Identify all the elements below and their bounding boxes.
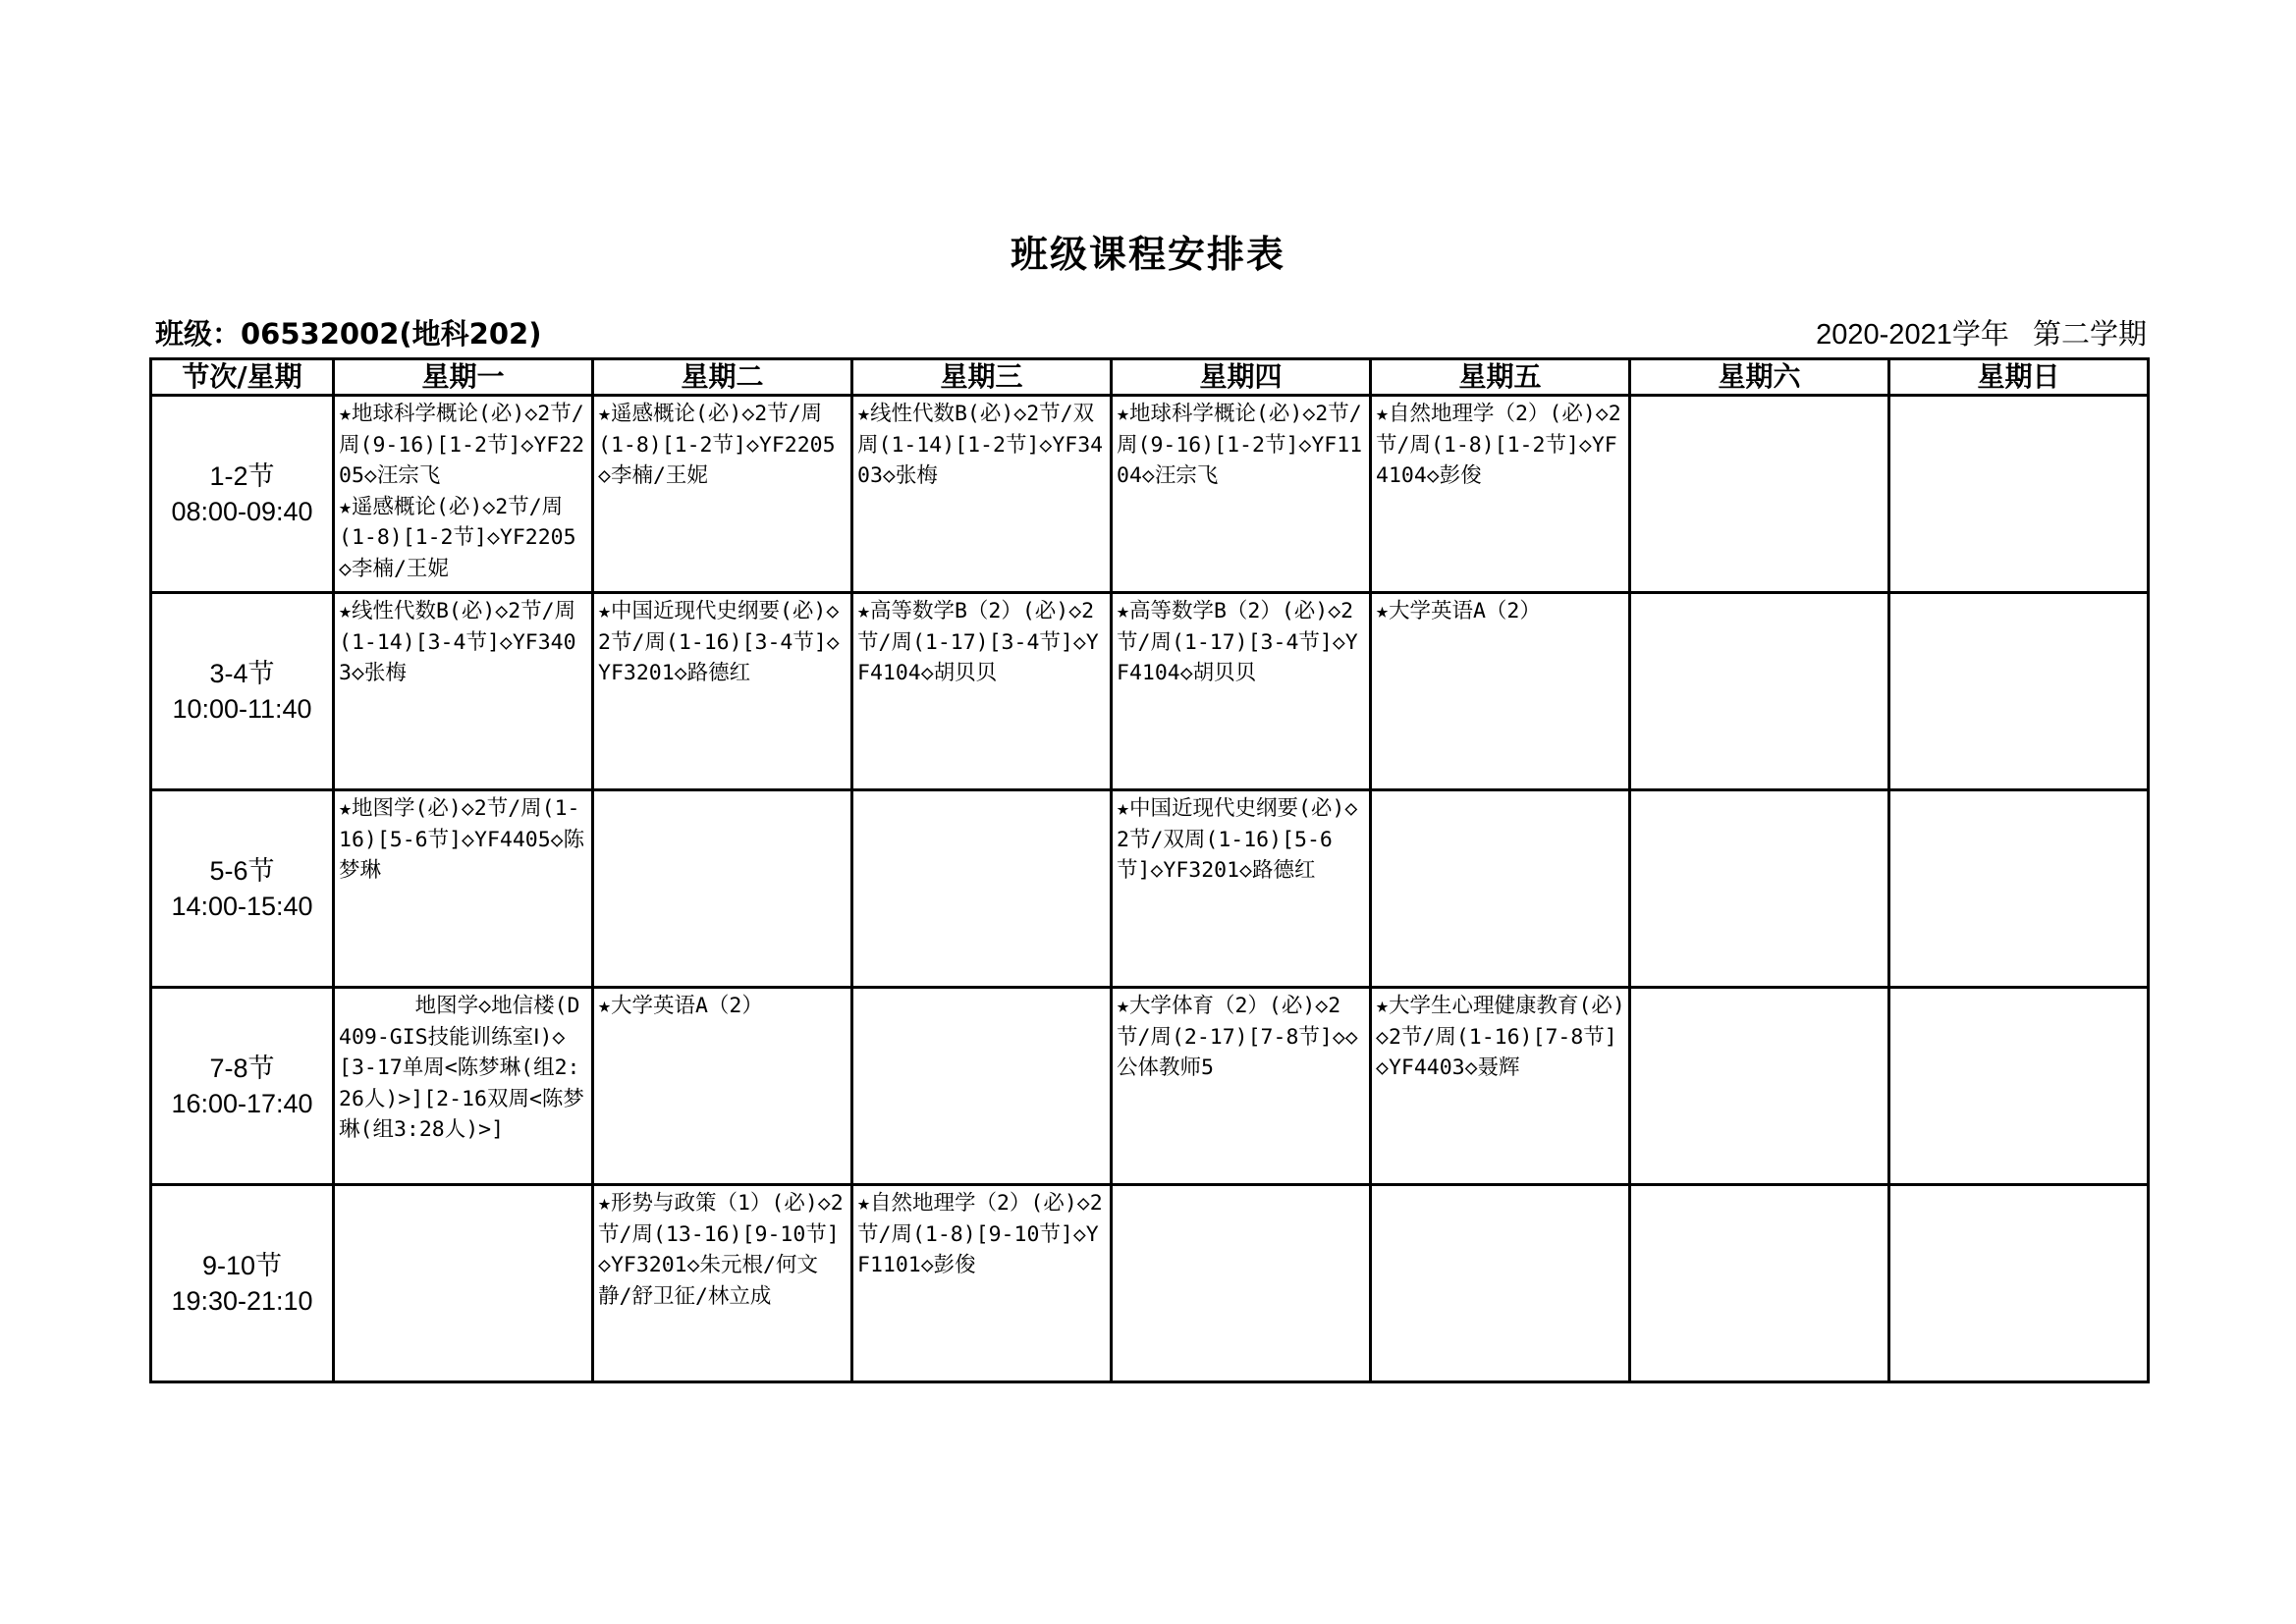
schedule-table <box>149 357 2150 1383</box>
course-text: ★自然地理学（2）(必)◇2节/周(1-8)[1-2节]◇YF4104◇彭俊 <box>1376 402 1621 488</box>
header-friday: 星期五 <box>1371 359 1630 396</box>
period-cell <box>151 790 334 988</box>
course-text: ★大学英语A（2） <box>1376 599 1541 623</box>
course-text <box>594 791 850 793</box>
period-cell <box>151 593 334 790</box>
course-cell <box>593 396 852 593</box>
course-cell <box>1889 593 2149 790</box>
course-cell <box>1112 988 1371 1185</box>
course-text <box>1631 791 1887 793</box>
course-text: ★地球科学概论(必)◇2节/周(9-16)[1-2节]◇YF2205◇汪宗飞 ★遥感概论(必)◇2节/周(1-8)[1-2节]◇YF2205◇李楠/王妮 <box>339 402 585 581</box>
header-period: 节次/星期 <box>151 359 334 396</box>
course-cell <box>1630 988 1889 1185</box>
course-cell <box>1371 988 1630 1185</box>
table-row <box>151 790 2149 988</box>
table-row <box>151 593 2149 790</box>
course-cell <box>334 593 593 790</box>
course-cell <box>1371 593 1630 790</box>
course-text: ★高等数学B（2）(必)◇2节/周(1-17)[3-4节]◇YF4104◇胡贝贝 <box>857 599 1099 685</box>
course-cell <box>852 1185 1112 1382</box>
course-cell <box>1112 396 1371 593</box>
course-text: ★线性代数B(必)◇2节/周(1-14)[3-4节]◇YF3403◇张梅 <box>339 599 576 685</box>
course-cell <box>334 396 593 593</box>
course-text: ★中国近现代史纲要(必)◇2节/周(1-16)[3-4节]◇YF3201◇路德红 <box>598 599 840 685</box>
course-text: ★线性代数B(必)◇2节/双周(1-14)[1-2节]◇YF3403◇张梅 <box>857 402 1104 488</box>
table-row <box>151 396 2149 593</box>
course-cell <box>593 988 852 1185</box>
course-text <box>853 791 1110 793</box>
period-time: 08:00-09:40 <box>171 497 313 526</box>
course-cell <box>1371 1185 1630 1382</box>
course-cell <box>1112 790 1371 988</box>
course-cell <box>1889 1185 2149 1382</box>
course-cell <box>852 988 1112 1185</box>
table-row <box>151 1185 2149 1382</box>
course-text <box>1372 791 1628 793</box>
course-cell <box>334 1185 593 1382</box>
course-text: ★自然地理学（2）(必)◇2节/周(1-8)[9-10节]◇YF1101◇彭俊 <box>857 1191 1103 1277</box>
course-cell <box>334 790 593 988</box>
course-text: ★地图学(必)◇2节/周(1-16)[5-6节]◇YF4405◇陈梦琳 <box>339 796 585 883</box>
course-cell <box>852 790 1112 988</box>
period-label: 5-6节 <box>209 856 275 886</box>
header-saturday: 星期六 <box>1630 359 1889 396</box>
course-text <box>1113 1186 1369 1188</box>
course-text <box>1631 594 1887 596</box>
course-cell <box>1112 1185 1371 1382</box>
course-text <box>1890 1186 2147 1188</box>
course-cell <box>593 1185 852 1382</box>
course-text <box>1890 397 2147 399</box>
header-thursday: 星期四 <box>1112 359 1371 396</box>
course-cell <box>1630 593 1889 790</box>
course-text <box>1631 1186 1887 1188</box>
period-label: 1-2节 <box>209 461 275 491</box>
course-text <box>1890 594 2147 596</box>
period-time: 16:00-17:40 <box>171 1089 313 1118</box>
header-row <box>151 359 2149 396</box>
course-text <box>1890 791 2147 793</box>
course-text: ★大学英语A（2） <box>598 994 763 1018</box>
course-cell <box>852 593 1112 790</box>
course-text: 地图学◇地信楼(D409-GIS技能训练室Ⅰ)◇[3-17单周<陈梦琳(组2:26人)>][2-16双周<陈梦琳(组3:28人)>] <box>339 994 584 1142</box>
course-cell <box>1630 396 1889 593</box>
course-cell <box>334 988 593 1185</box>
table-row <box>151 988 2149 1185</box>
term-label: 2020-2021学年 第二学期 <box>1816 319 2147 351</box>
course-text: ★遥感概论(必)◇2节/周(1-8)[1-2节]◇YF2205◇李楠/王妮 <box>598 402 836 488</box>
course-cell <box>1371 396 1630 593</box>
course-cell <box>1630 1185 1889 1382</box>
header-sunday: 星期日 <box>1889 359 2149 396</box>
course-cell <box>1112 593 1371 790</box>
period-time: 14:00-15:40 <box>171 892 313 921</box>
period-label: 9-10节 <box>201 1251 283 1280</box>
course-text: ★大学生心理健康教育(必)◇2节/周(1-16)[7-8节]◇YF4403◇聂辉 <box>1376 994 1625 1080</box>
course-text <box>1631 989 1887 991</box>
period-cell <box>151 396 334 593</box>
course-text <box>1631 397 1887 399</box>
period-time: 19:30-21:10 <box>171 1286 313 1316</box>
course-cell <box>1889 396 2149 593</box>
period-label: 3-4节 <box>209 659 275 688</box>
course-cell <box>1889 790 2149 988</box>
course-text <box>853 989 1110 991</box>
course-cell <box>593 593 852 790</box>
course-text <box>1890 989 2147 991</box>
course-cell <box>1630 790 1889 988</box>
course-text <box>1372 1186 1628 1188</box>
header-monday: 星期一 <box>334 359 593 396</box>
period-cell <box>151 1185 334 1382</box>
course-text <box>335 1186 591 1188</box>
course-text: ★地球科学概论(必)◇2节/周(9-16)[1-2节]◇YF1104◇汪宗飞 <box>1117 402 1363 488</box>
course-text: ★中国近现代史纲要(必)◇2节/双周(1-16)[5-6节]◇YF3201◇路德红 <box>1117 796 1358 883</box>
period-cell <box>151 988 334 1185</box>
period-time: 10:00-11:40 <box>172 694 312 724</box>
period-label: 7-8节 <box>209 1054 275 1083</box>
course-text: ★大学体育（2）(必)◇2节/周(2-17)[7-8节]◇◇公体教师5 <box>1117 994 1358 1080</box>
header-wednesday: 星期三 <box>852 359 1112 396</box>
course-text: ★形势与政策（1）(必)◇2节/周(13-16)[9-10节]◇YF3201◇朱元根/何文静/舒卫征/林立成 <box>598 1191 844 1309</box>
class-label: 班级：06532002(地科202) <box>155 317 542 351</box>
course-cell <box>1371 790 1630 988</box>
page-title: 班级课程安排表 <box>1010 233 1285 276</box>
course-cell <box>593 790 852 988</box>
course-cell <box>852 396 1112 593</box>
header-tuesday: 星期二 <box>593 359 852 396</box>
course-text: ★高等数学B（2）(必)◇2节/周(1-17)[3-4节]◇YF4104◇胡贝贝 <box>1117 599 1358 685</box>
course-cell <box>1889 988 2149 1185</box>
